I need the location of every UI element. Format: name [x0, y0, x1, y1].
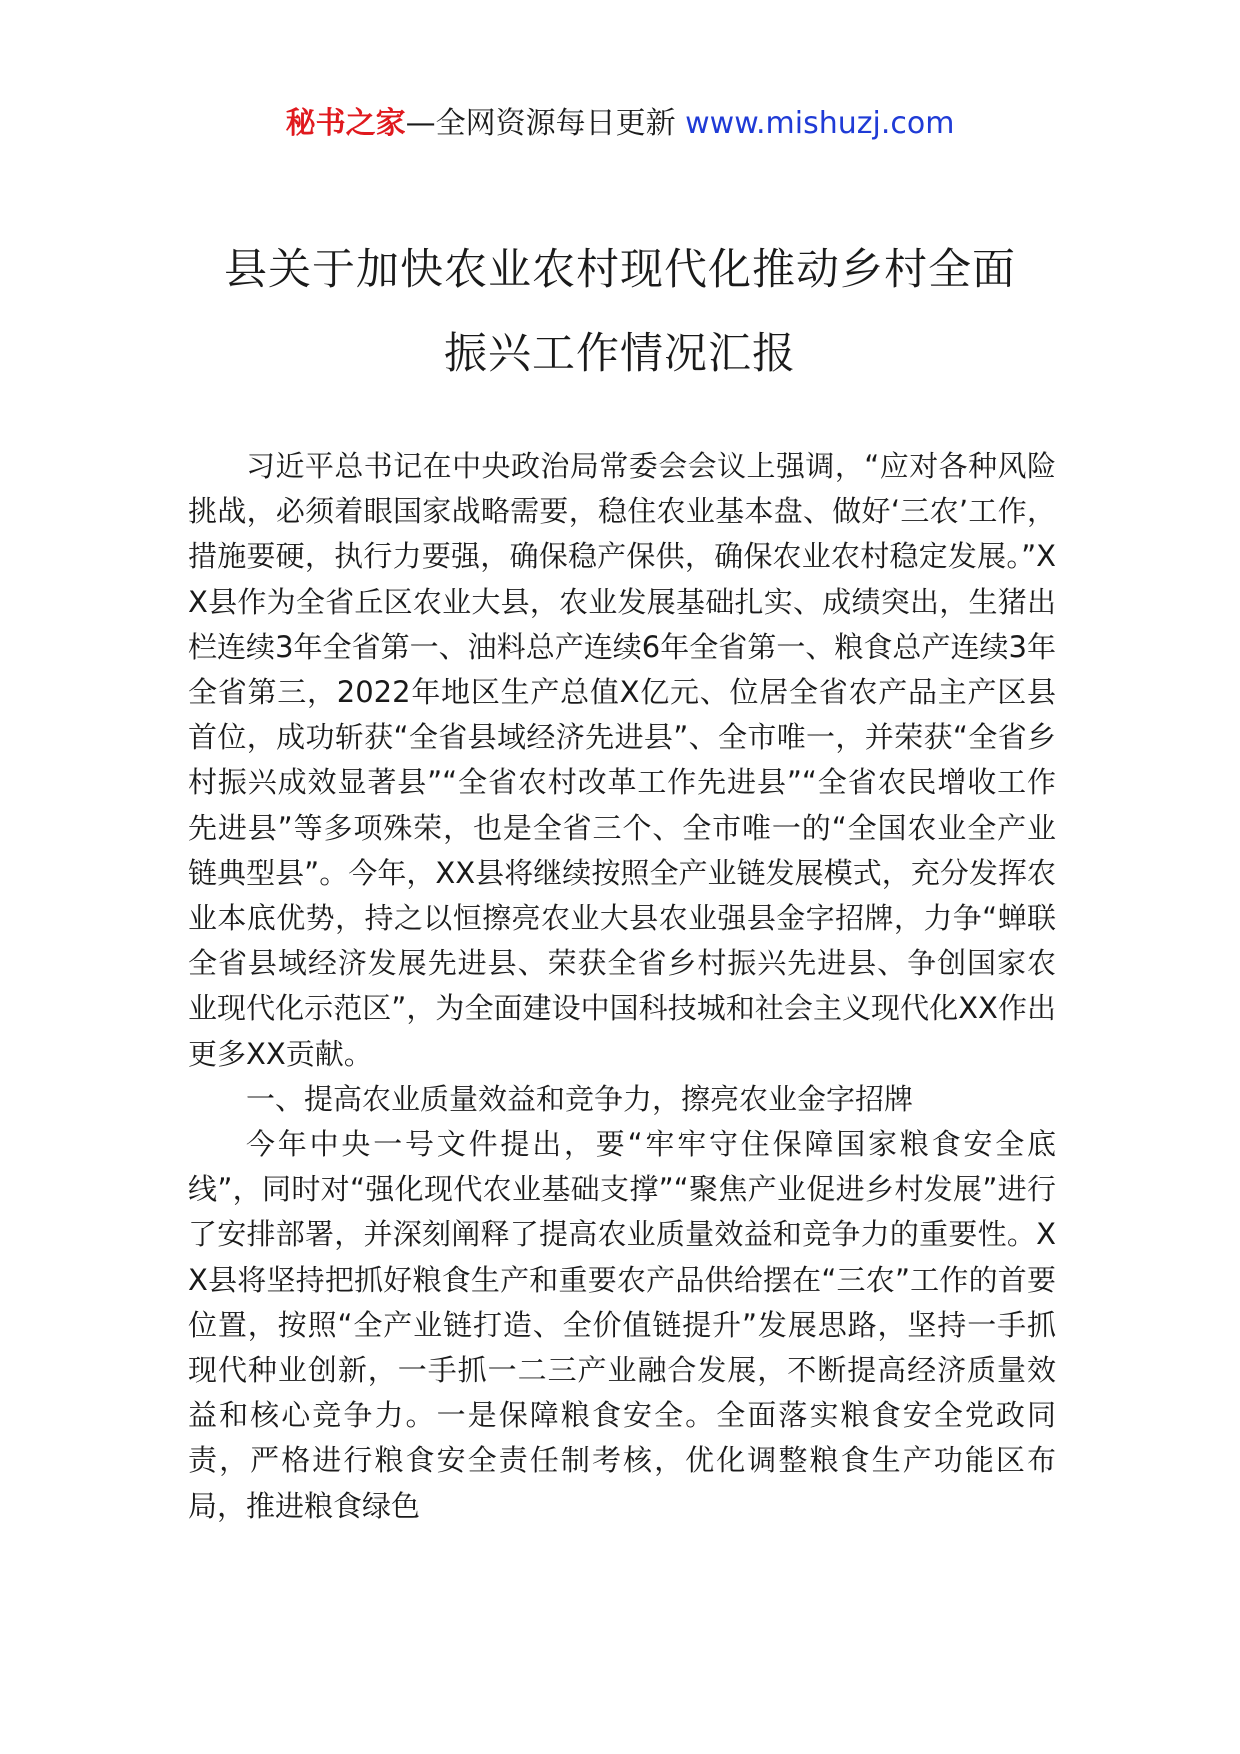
section-heading-1: 一、提高农业质量效益和竞争力，擦亮农业金字招牌: [246, 1081, 914, 1116]
brand-name: 秘书之家: [285, 106, 406, 141]
document-title: [150, 228, 1090, 396]
site-header: [0, 100, 1240, 148]
title-line-2: 振兴工作情况汇报: [444, 329, 796, 379]
paragraph-intro: 习近平总书记在中央政治局常委会会议上强调，“应对各种风险挑战，必须着眼国家战略需要，稳住农业基本盘、做好‘三农’工作，措施要硬，执行力要强，确保稳产保供，确保农业农村稳定发展。”XX县作为全省丘区农业大县，农业发展基础扎实、成绩突出，生猪出栏连续3年全省第一、油料总产连续6年全省第一、粮食总产连续3年全省第三，2022年地区生产总值X亿元、位居全省农产品主产区县首位，成功斩获“全省县域经济先进县”、全市唯一，并荣获“全省乡村振兴成效显著县”“全省农村改革工作先进县”“全省农民增收工作先进县”等多项殊荣，也是全省三个、全市唯一的“全国农业全产业链典型县”。今年，XX县将继续按照全产业链发展模式，充分发挥农业本底优势，持之以恒擦亮农业大县农业强县金字招牌，力争“蝉联全省县域经济发展先进县、荣获全省乡村振兴先进县、争创国家农业现代化示范区”，为全面建设中国科技城和社会主义现代化XX作出更多XX贡献。: [188, 449, 1056, 1071]
site-url-link[interactable]: www.mishuzj.com: [685, 106, 955, 141]
title-line-1: 县关于加快农业农村现代化推动乡村全面: [224, 245, 1016, 295]
document-body: [188, 444, 1056, 1529]
paragraph-section-1: 今年中央一号文件提出，要“牢牢守住保障国家粮食安全底线”，同时对“强化现代农业基础支撑”“聚焦产业促进乡村发展”进行了安排部署，并深刻阐释了提高农业质量效益和竞争力的重要性。XX县将坚持把抓好粮食生产和重要农产品供给摆在“三农”工作的首要位置，按照“全产业链打造、全价值链提升”发展思路，坚持一手抓现代种业创新，一手抓一二三产业融合发展，不断提高经济质量效益和核心竞争力。一是保障粮食安全。全面落实粮食安全党政同责，严格进行粮食安全责任制考核，优化调整粮食生产功能区布局，推进粮食绿色: [188, 1127, 1056, 1523]
header-tagline: —全网资源每日更新: [405, 106, 686, 141]
